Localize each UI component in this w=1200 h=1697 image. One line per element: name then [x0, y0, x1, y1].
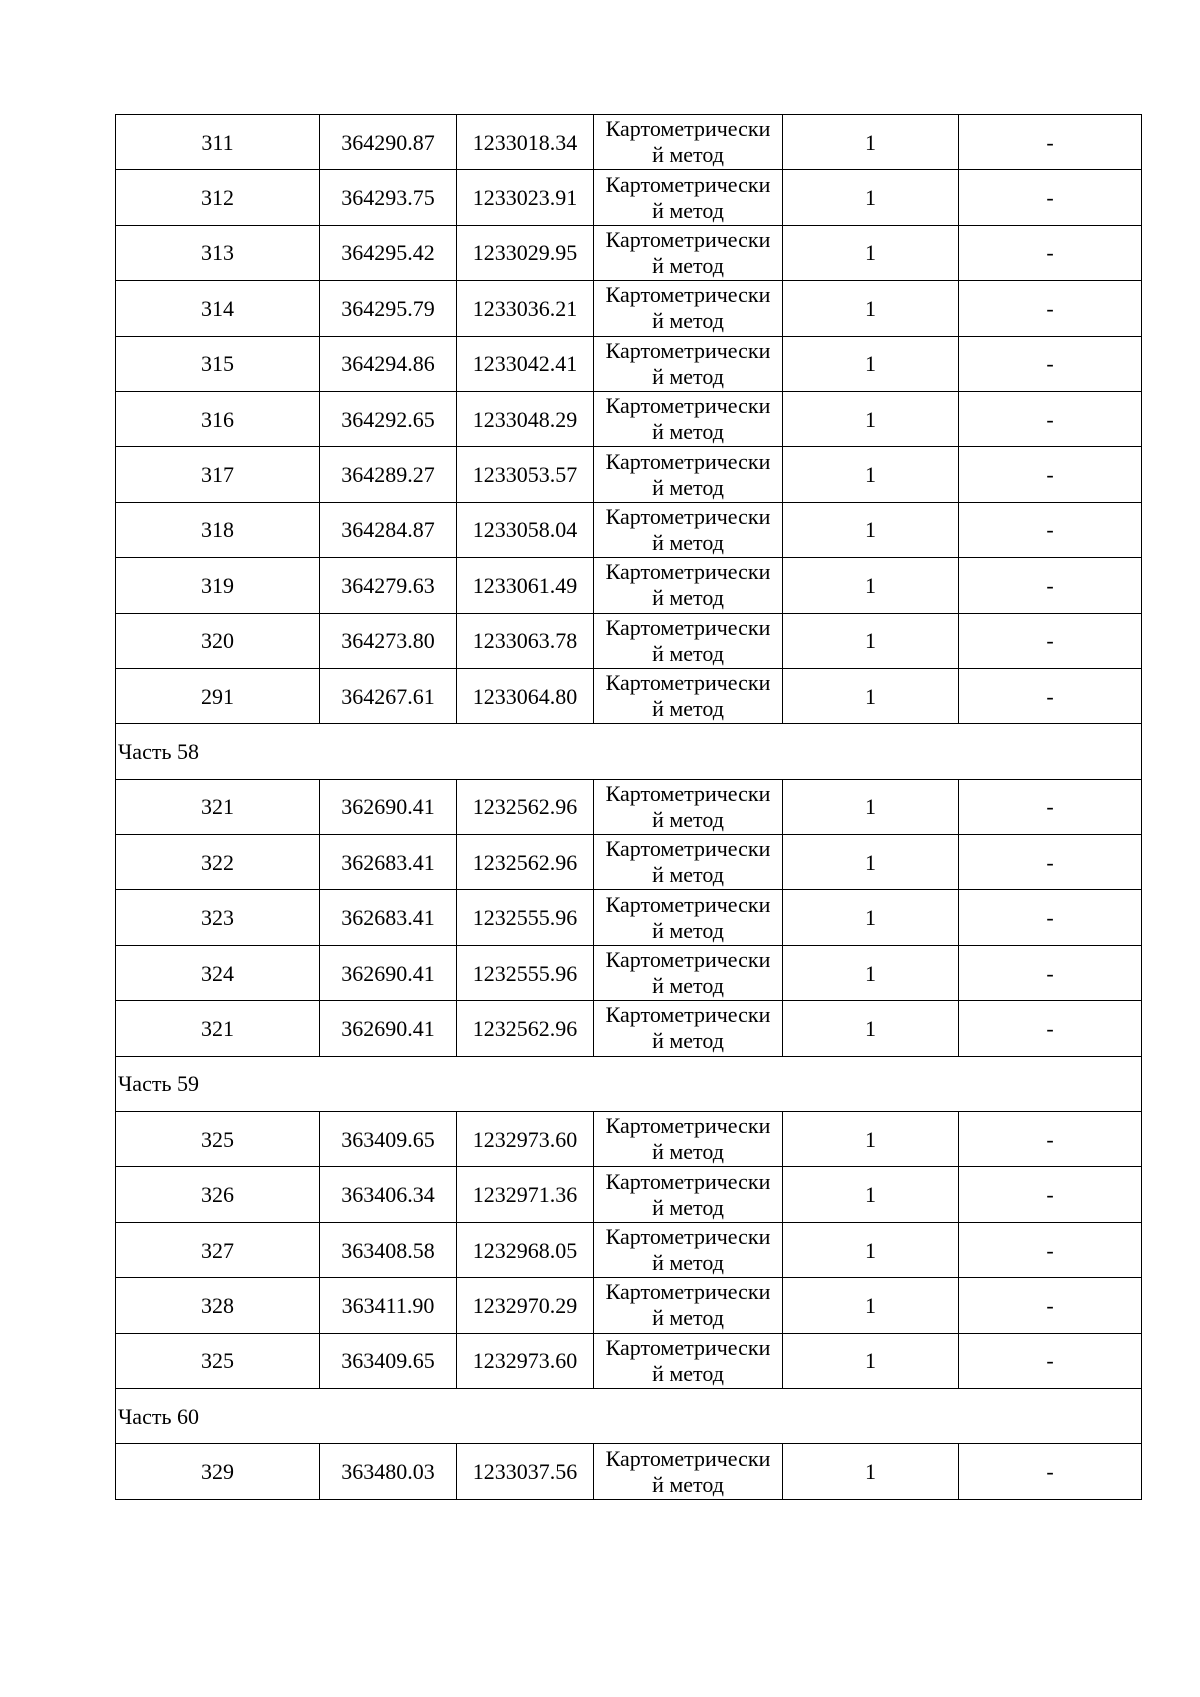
- note-cell: -: [959, 779, 1142, 834]
- accuracy-cell: 1: [783, 668, 959, 723]
- accuracy-cell: 1: [783, 1444, 959, 1499]
- method-line: й метод: [652, 973, 724, 999]
- method-line: й метод: [652, 1305, 724, 1331]
- x-coordinate-cell: 364292.65: [320, 391, 457, 446]
- y-coordinate-cell: 1233061.49: [457, 558, 594, 613]
- point-number-cell: 322: [116, 835, 320, 890]
- method-cell: [594, 281, 783, 336]
- table-row: [116, 391, 1142, 446]
- method-line: й метод: [652, 1139, 724, 1165]
- note-cell: -: [959, 391, 1142, 446]
- method-line: Картометрически: [605, 171, 771, 197]
- table-row: [116, 225, 1142, 280]
- note-cell: -: [959, 558, 1142, 613]
- x-coordinate-cell: 363406.34: [320, 1167, 457, 1222]
- point-number-cell: 323: [116, 890, 320, 945]
- point-number-cell: 325: [116, 1333, 320, 1388]
- y-coordinate-cell: 1232973.60: [457, 1333, 594, 1388]
- x-coordinate-cell: 364293.75: [320, 170, 457, 225]
- method-line: й метод: [652, 474, 724, 500]
- table-row: [116, 1167, 1142, 1222]
- accuracy-cell: 1: [783, 447, 959, 502]
- x-coordinate-cell: 363480.03: [320, 1444, 457, 1499]
- note-cell: -: [959, 613, 1142, 668]
- accuracy-cell: 1: [783, 1167, 959, 1222]
- accuracy-cell: 1: [783, 1001, 959, 1056]
- method-cell: [594, 115, 783, 170]
- point-number-cell: 312: [116, 170, 320, 225]
- method-line: й метод: [652, 862, 724, 888]
- y-coordinate-cell: 1232971.36: [457, 1167, 594, 1222]
- method-line: й метод: [652, 1250, 724, 1275]
- note-cell: -: [959, 225, 1142, 280]
- table-row: [116, 558, 1142, 613]
- x-coordinate-cell: 364295.42: [320, 225, 457, 280]
- point-number-cell: 320: [116, 613, 320, 668]
- table-row: [116, 835, 1142, 890]
- method-line: Картометрически: [605, 337, 771, 363]
- point-number-cell: 313: [116, 225, 320, 280]
- y-coordinate-cell: 1233053.57: [457, 447, 594, 502]
- method-cell: [594, 779, 783, 834]
- accuracy-cell: 1: [783, 391, 959, 446]
- table-row: [116, 1222, 1142, 1277]
- y-coordinate-cell: 1232562.96: [457, 835, 594, 890]
- section-row: [116, 1056, 1142, 1111]
- method-cell: [594, 1112, 783, 1167]
- method-line: Картометрически: [605, 116, 771, 142]
- x-coordinate-cell: 362690.41: [320, 779, 457, 834]
- section-row: [116, 724, 1142, 779]
- method-cell: [594, 668, 783, 723]
- method-line: Картометрически: [605, 1168, 771, 1194]
- method-line: Картометрически: [605, 226, 771, 252]
- point-number-cell: 327: [116, 1222, 320, 1277]
- x-coordinate-cell: 362690.41: [320, 945, 457, 1000]
- method-line: Картометрически: [605, 614, 771, 640]
- x-coordinate-cell: 362683.41: [320, 890, 457, 945]
- table-row: [116, 1444, 1142, 1499]
- y-coordinate-cell: 1233018.34: [457, 115, 594, 170]
- x-coordinate-cell: 364289.27: [320, 447, 457, 502]
- method-cell: [594, 502, 783, 557]
- y-coordinate-cell: 1233023.91: [457, 170, 594, 225]
- method-line: й метод: [652, 142, 724, 168]
- method-line: Картометрически: [605, 503, 771, 529]
- point-number-cell: 321: [116, 1001, 320, 1056]
- method-line: Картометрически: [605, 1224, 771, 1249]
- note-cell: -: [959, 945, 1142, 1000]
- y-coordinate-cell: 1233064.80: [457, 668, 594, 723]
- section-label: Часть 59: [116, 1056, 1142, 1111]
- table-row: [116, 1333, 1142, 1388]
- method-line: й метод: [652, 1028, 724, 1054]
- accuracy-cell: 1: [783, 1333, 959, 1388]
- method-cell: [594, 391, 783, 446]
- method-line: й метод: [652, 917, 724, 943]
- y-coordinate-cell: 1233029.95: [457, 225, 594, 280]
- y-coordinate-cell: 1233063.78: [457, 613, 594, 668]
- y-coordinate-cell: 1232555.96: [457, 945, 594, 1000]
- method-cell: [594, 1222, 783, 1277]
- accuracy-cell: 1: [783, 1278, 959, 1333]
- accuracy-cell: 1: [783, 945, 959, 1000]
- method-cell: [594, 1001, 783, 1056]
- method-line: й метод: [652, 1471, 724, 1497]
- method-line: Картометрически: [605, 1334, 771, 1360]
- note-cell: -: [959, 835, 1142, 890]
- note-cell: -: [959, 115, 1142, 170]
- table-row: [116, 281, 1142, 336]
- accuracy-cell: 1: [783, 558, 959, 613]
- table-row: [116, 502, 1142, 557]
- x-coordinate-cell: 364279.63: [320, 558, 457, 613]
- method-cell: [594, 890, 783, 945]
- accuracy-cell: 1: [783, 225, 959, 280]
- point-number-cell: 326: [116, 1167, 320, 1222]
- note-cell: -: [959, 668, 1142, 723]
- method-line: й метод: [652, 696, 724, 722]
- point-number-cell: 328: [116, 1278, 320, 1333]
- note-cell: -: [959, 281, 1142, 336]
- y-coordinate-cell: 1233058.04: [457, 502, 594, 557]
- note-cell: -: [959, 502, 1142, 557]
- y-coordinate-cell: 1232970.29: [457, 1278, 594, 1333]
- table-row: [116, 890, 1142, 945]
- method-cell: [594, 225, 783, 280]
- method-line: й метод: [652, 252, 724, 278]
- accuracy-cell: 1: [783, 281, 959, 336]
- method-line: й метод: [652, 640, 724, 666]
- point-number-cell: 318: [116, 502, 320, 557]
- method-line: Картометрически: [605, 559, 771, 585]
- accuracy-cell: 1: [783, 890, 959, 945]
- point-number-cell: 314: [116, 281, 320, 336]
- method-cell: [594, 170, 783, 225]
- note-cell: -: [959, 1333, 1142, 1388]
- y-coordinate-cell: 1233036.21: [457, 281, 594, 336]
- table-row: [116, 170, 1142, 225]
- y-coordinate-cell: 1232562.96: [457, 779, 594, 834]
- method-line: Картометрически: [605, 947, 771, 973]
- note-cell: -: [959, 336, 1142, 391]
- y-coordinate-cell: 1232562.96: [457, 1001, 594, 1056]
- note-cell: -: [959, 1278, 1142, 1333]
- note-cell: -: [959, 1167, 1142, 1222]
- section-label: Часть 60: [116, 1388, 1142, 1443]
- point-number-cell: 311: [116, 115, 320, 170]
- note-cell: -: [959, 1444, 1142, 1499]
- method-line: Картометрически: [605, 670, 771, 696]
- method-cell: [594, 1444, 783, 1499]
- point-number-cell: 319: [116, 558, 320, 613]
- table-row: [116, 668, 1142, 723]
- point-number-cell: 325: [116, 1112, 320, 1167]
- y-coordinate-cell: 1233037.56: [457, 1444, 594, 1499]
- table-body: [116, 115, 1142, 1500]
- method-line: Картометрически: [605, 448, 771, 474]
- accuracy-cell: 1: [783, 170, 959, 225]
- method-line: Картометрически: [605, 393, 771, 419]
- point-number-cell: 317: [116, 447, 320, 502]
- table-row: [116, 1001, 1142, 1056]
- coordinates-table: [115, 114, 1142, 1500]
- method-cell: [594, 1278, 783, 1333]
- accuracy-cell: 1: [783, 1222, 959, 1277]
- note-cell: -: [959, 1001, 1142, 1056]
- method-cell: [594, 336, 783, 391]
- method-line: Картометрически: [605, 780, 771, 806]
- table-row: [116, 779, 1142, 834]
- method-line: Картометрически: [605, 1445, 771, 1471]
- x-coordinate-cell: 363409.65: [320, 1333, 457, 1388]
- method-line: й метод: [652, 1194, 724, 1220]
- x-coordinate-cell: 364273.80: [320, 613, 457, 668]
- x-coordinate-cell: 363409.65: [320, 1112, 457, 1167]
- accuracy-cell: 1: [783, 336, 959, 391]
- x-coordinate-cell: 363408.58: [320, 1222, 457, 1277]
- method-line: й метод: [652, 419, 724, 445]
- method-line: й метод: [652, 308, 724, 334]
- method-cell: [594, 447, 783, 502]
- method-line: Картометрически: [605, 282, 771, 308]
- method-line: й метод: [652, 585, 724, 611]
- accuracy-cell: 1: [783, 1112, 959, 1167]
- accuracy-cell: 1: [783, 835, 959, 890]
- point-number-cell: 291: [116, 668, 320, 723]
- method-line: Картометрически: [605, 1279, 771, 1305]
- x-coordinate-cell: 364295.79: [320, 281, 457, 336]
- method-line: Картометрически: [605, 891, 771, 917]
- note-cell: -: [959, 447, 1142, 502]
- method-cell: [594, 613, 783, 668]
- method-cell: [594, 1333, 783, 1388]
- x-coordinate-cell: 362690.41: [320, 1001, 457, 1056]
- table-row: [116, 1112, 1142, 1167]
- note-cell: -: [959, 890, 1142, 945]
- table-row: [116, 945, 1142, 1000]
- note-cell: -: [959, 1112, 1142, 1167]
- note-cell: -: [959, 170, 1142, 225]
- table-row: [116, 115, 1142, 170]
- table-row: [116, 1278, 1142, 1333]
- x-coordinate-cell: 364290.87: [320, 115, 457, 170]
- method-cell: [594, 558, 783, 613]
- y-coordinate-cell: 1233048.29: [457, 391, 594, 446]
- table-row: [116, 613, 1142, 668]
- point-number-cell: 324: [116, 945, 320, 1000]
- method-line: Картометрически: [605, 1113, 771, 1139]
- x-coordinate-cell: 362683.41: [320, 835, 457, 890]
- note-cell: -: [959, 1222, 1142, 1277]
- y-coordinate-cell: 1233042.41: [457, 336, 594, 391]
- point-number-cell: 316: [116, 391, 320, 446]
- x-coordinate-cell: 363411.90: [320, 1278, 457, 1333]
- x-coordinate-cell: 364284.87: [320, 502, 457, 557]
- accuracy-cell: 1: [783, 115, 959, 170]
- y-coordinate-cell: 1232555.96: [457, 890, 594, 945]
- method-line: й метод: [652, 529, 724, 555]
- method-cell: [594, 1167, 783, 1222]
- method-line: й метод: [652, 1360, 724, 1386]
- x-coordinate-cell: 364294.86: [320, 336, 457, 391]
- method-line: й метод: [652, 197, 724, 223]
- method-line: й метод: [652, 363, 724, 389]
- method-cell: [594, 945, 783, 1000]
- accuracy-cell: 1: [783, 613, 959, 668]
- y-coordinate-cell: 1232968.05: [457, 1222, 594, 1277]
- point-number-cell: 315: [116, 336, 320, 391]
- accuracy-cell: 1: [783, 779, 959, 834]
- method-line: Картометрически: [605, 1002, 771, 1028]
- section-row: [116, 1388, 1142, 1443]
- point-number-cell: 321: [116, 779, 320, 834]
- table-row: [116, 336, 1142, 391]
- method-line: й метод: [652, 806, 724, 832]
- x-coordinate-cell: 364267.61: [320, 668, 457, 723]
- method-cell: [594, 835, 783, 890]
- accuracy-cell: 1: [783, 502, 959, 557]
- table-row: [116, 447, 1142, 502]
- y-coordinate-cell: 1232973.60: [457, 1112, 594, 1167]
- point-number-cell: 329: [116, 1444, 320, 1499]
- method-line: Картометрически: [605, 836, 771, 862]
- section-label: Часть 58: [116, 724, 1142, 779]
